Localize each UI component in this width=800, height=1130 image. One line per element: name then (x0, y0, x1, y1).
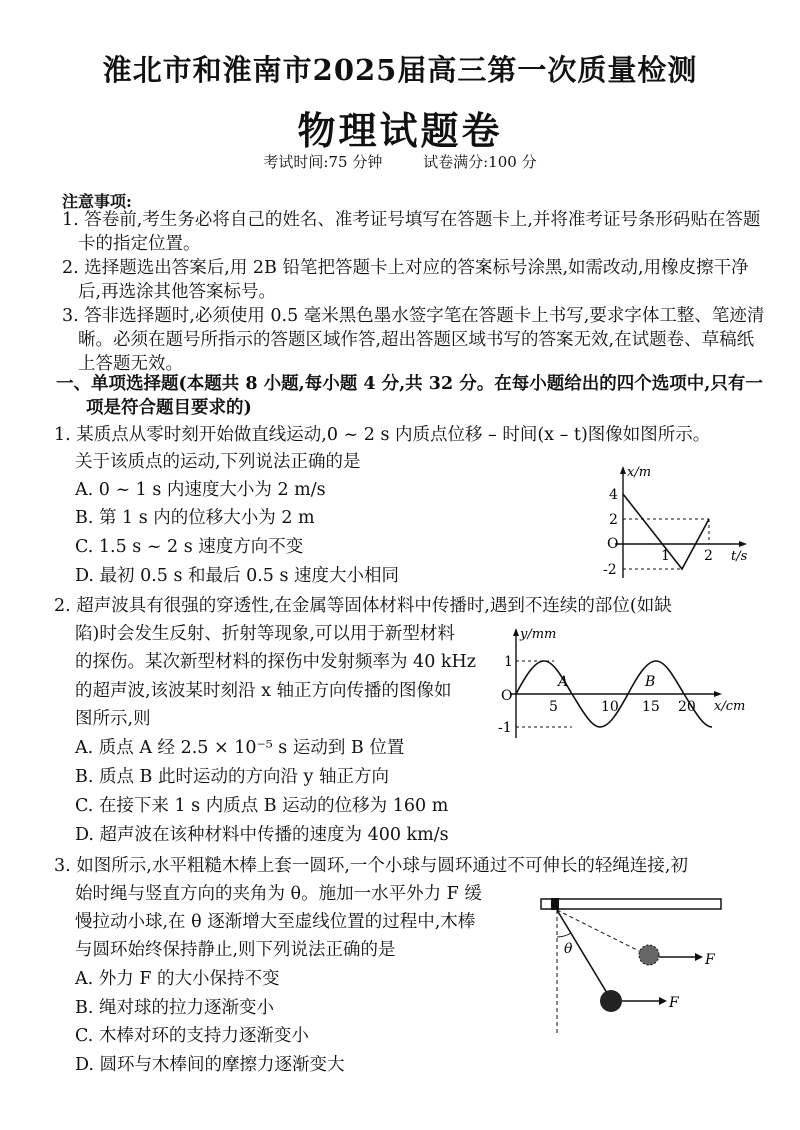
y-tick-label: -1 (498, 720, 512, 736)
theta-label: θ (564, 941, 573, 957)
y-axis-arrow (620, 466, 626, 474)
x-tick-label: 15 (642, 699, 660, 715)
point-b-label: B (645, 674, 656, 690)
q1-option-d: D. 最初 0.5 s 和最后 0.5 s 速度大小相同 (75, 566, 400, 586)
x-tick-label: 20 (678, 699, 696, 715)
q1-option-a: A. 0 ~ 1 s 内速度大小为 2 m/s (75, 480, 326, 500)
exam-title: 淮北市和淮南市2025届高三第一次质量检测 (102, 53, 698, 87)
q1-option-b: B. 第 1 s 内的位移大小为 2 m (75, 508, 315, 528)
theta-arc (557, 933, 571, 937)
q1-xt-graph (585, 462, 755, 582)
q2-wave-graph (492, 624, 782, 742)
x-axis-label: t/s (731, 549, 748, 564)
question-1-stem-cont: 关于该质点的运动,下列说法正确的是 (75, 452, 361, 472)
exam-time: 考试时间:75 分钟 (263, 153, 383, 171)
question-2-stem-cont: 的超声波,该波某时刻沿 x 轴正方向传播的图像如 (75, 681, 452, 701)
x-tick-label: 5 (549, 699, 558, 715)
y-tick-label: 4 (609, 487, 618, 503)
question-3-stem-cont: 慢拉动小球,在 θ 逐渐增大至虚线位置的过程中,木棒 (75, 912, 476, 932)
q2-option-a: A. 质点 A 经 2.5 × 10⁻⁵ s 运动到 B 位置 (75, 738, 405, 758)
note-line: 2. 选择题选出答案后,用 2B 铅笔把答题卡上对应的答案标号涂黑,如需改动,用橡皮擦干净 (62, 258, 749, 278)
question-2-stem-cont: 图所示,则 (75, 709, 151, 729)
q1-option-c: C. 1.5 s ~ 2 s 速度方向不变 (75, 537, 304, 557)
x-tick-label: 2 (704, 548, 713, 564)
note-line: 3. 答非选择题时,必须使用 0.5 毫米黑色墨水签字笔在答题卡上书写,要求字体工整、笔迹清 (62, 306, 765, 326)
origin-label: O (607, 536, 619, 552)
force-arrowhead-final (695, 953, 703, 961)
y-axis-arrow (513, 628, 519, 636)
note-line: 1. 答卷前,考生务必将自己的姓名、准考证号填写在答题卡上,并将准考证号条形码贴在答题 (62, 210, 761, 230)
question-2-stem-cont: 陷)时会发生反射、折射等现象,可以用于新型材料 (75, 624, 455, 644)
wooden-rod (541, 899, 721, 909)
question-2-stem: 2. 超声波具有很强的穿透性,在金属等固体材料中传播时,遇到不连续的部位(如缺 (54, 596, 672, 616)
notes-heading: 注意事项: (62, 192, 132, 211)
y-axis-label: x/m (627, 465, 652, 480)
q3-option-a: A. 外力 F 的大小保持不变 (75, 969, 280, 989)
note-line: 卡的指定位置。 (78, 234, 201, 254)
x-axis-arrow (739, 541, 747, 547)
point-a-label: A (558, 674, 569, 690)
question-3-stem-cont: 与圆环始终保持静止,则下列说法正确的是 (75, 940, 396, 960)
question-1-stem: 1. 某质点从零时刻开始做直线运动,0 ~ 2 s 内质点位移 – 时间(x – t)图像如图所示。 (54, 425, 711, 445)
y-tick-label: -2 (603, 562, 617, 578)
ball-initial (600, 990, 622, 1012)
exam-meta (0, 151, 800, 172)
q3-option-c: C. 木棒对环的支持力逐渐变小 (75, 1026, 309, 1046)
q3-option-d: D. 圆环与木棒间的摩擦力逐渐变大 (75, 1055, 345, 1075)
x-tick-label: 1 (661, 548, 670, 564)
ring (551, 898, 559, 910)
x-axis-arrow (714, 691, 722, 697)
force-label-final: F (705, 952, 715, 968)
force-arrowhead-initial (659, 997, 667, 1005)
q2-option-b: B. 质点 B 此时运动的方向沿 y 轴正方向 (75, 767, 389, 787)
note-line: 上答题无效。 (78, 354, 183, 374)
section-heading-cont: 项是符合题目要求的) (86, 398, 252, 418)
origin-label: O (501, 688, 513, 704)
y-tick-label: 1 (504, 654, 513, 670)
question-3-stem-cont: 始时绳与竖直方向的夹角为 θ。施加一水平外力 F 缓 (75, 884, 482, 904)
paper-title: 物理试题卷 (297, 108, 503, 153)
x-tick-label: 10 (601, 699, 619, 715)
q2-option-c: C. 在接下来 1 s 内质点 B 运动的位移为 160 m (75, 796, 449, 816)
q2-option-d: D. 超声波在该种材料中传播的速度为 400 km/s (75, 825, 449, 845)
force-label-initial: F (669, 995, 679, 1011)
q3-option-b: B. 绳对球的拉力逐渐变小 (75, 998, 274, 1018)
ball-final-dashed (639, 945, 659, 965)
question-3-stem: 3. 如图所示,水平粗糙木棒上套一圆环,一个小球与圆环通过不可伸长的轻绳连接,初 (54, 856, 688, 876)
x-axis-label: x/cm (714, 699, 746, 714)
question-2-stem-cont: 的探伤。某次新型材料的探伤中发射频率为 40 kHz (75, 652, 476, 672)
section-heading: 一、单项选择题(本题共 8 小题,每小题 4 分,共 32 分。在每小题给出的四个选项中,只有一 (56, 374, 763, 394)
y-axis-label: y/mm (520, 627, 557, 642)
note-line: 晰。必须在题号所指示的答题区域作答,超出答题区域书写的答案无效,在试题卷、草稿纸 (78, 330, 755, 350)
q3-figure (535, 893, 775, 1038)
note-line: 后,再选涂其他答案标号。 (78, 282, 277, 302)
full-score: 试卷满分:100 分 (423, 153, 537, 171)
y-tick-label: 2 (609, 512, 618, 528)
